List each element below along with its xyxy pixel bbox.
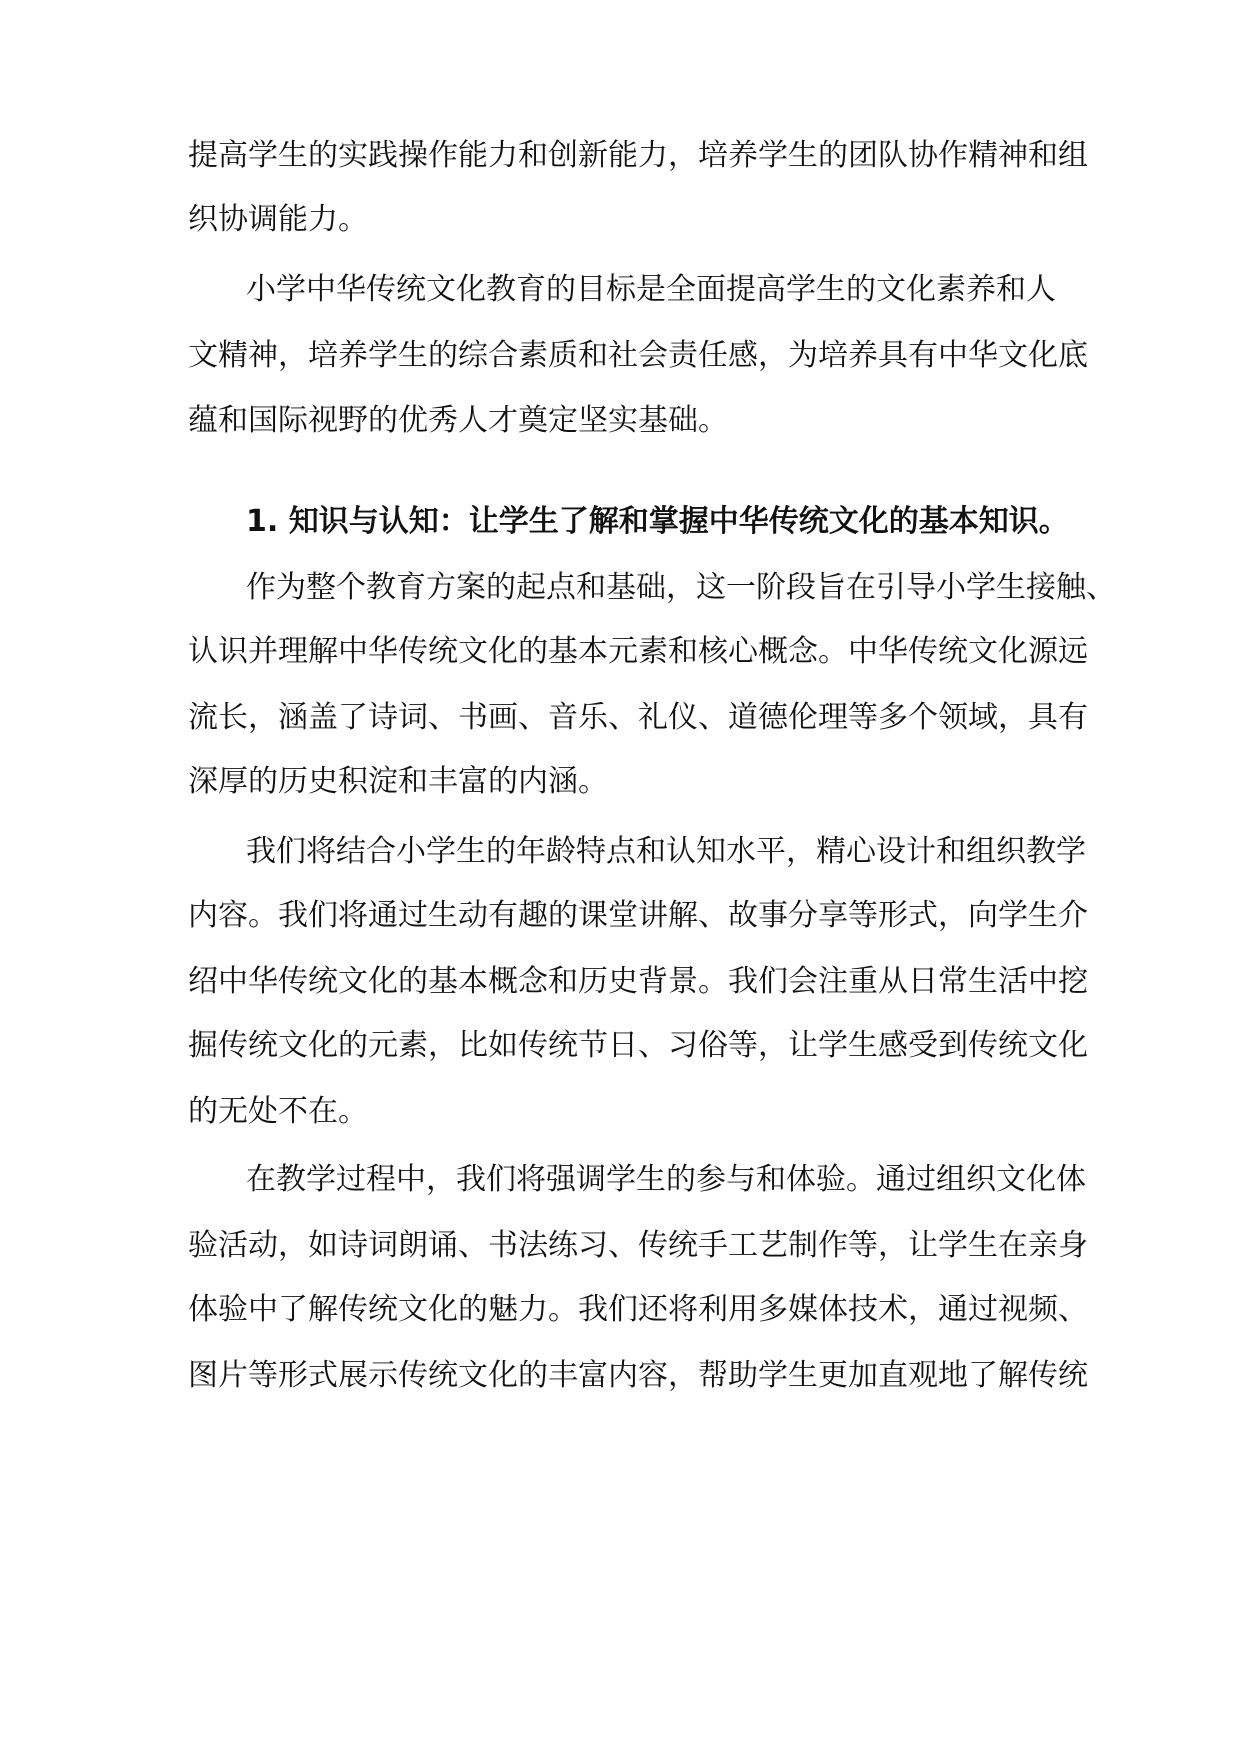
paragraph-3-line-1: 作为整个教育方案的起点和基础，这一阶段旨在引导小学生接触、: [246, 570, 1116, 605]
paragraph-4-line-1: 我们将结合小学生的年龄特点和认知水平，精心设计和组织教学: [246, 834, 1086, 869]
paragraph-3-line-4: 深厚的历史积淀和丰富的内涵。: [188, 764, 608, 799]
paragraph-4-line-2: 内容。我们将通过生动有趣的课堂讲解、故事分享等形式，向学生介: [188, 898, 1088, 933]
paragraph-5-line-2: 验活动，如诗词朗诵、书法练习、传统手工艺制作等，让学生在亲身: [188, 1228, 1088, 1263]
paragraph-2-line-3: 蕴和国际视野的优秀人才奠定坚实基础。: [188, 403, 728, 438]
paragraph-4-line-3: 绍中华传统文化的基本概念和历史背景。我们会注重从日常生活中挖: [188, 964, 1088, 999]
paragraph-2-line-1: 小学中华传统文化教育的目标是全面提高学生的文化素养和人: [246, 272, 1056, 307]
paragraph-1-line-1: 提高学生的实践操作能力和创新能力，培养学生的团队协作精神和组: [188, 138, 1088, 173]
paragraph-3-line-3: 流长，涵盖了诗词、书画、音乐、礼仪、道德伦理等多个领域，具有: [188, 700, 1088, 735]
paragraph-4-line-5: 的无处不在。: [188, 1094, 368, 1129]
paragraph-5-line-1: 在教学过程中，我们将强调学生的参与和体验。通过组织文化体: [246, 1162, 1086, 1197]
section-heading-1: 1. 知识与认知：让学生了解和掌握中华传统文化的基本知识。: [246, 504, 1069, 539]
paragraph-5-line-4: 图片等形式展示传统文化的丰富内容，帮助学生更加直观地了解传统: [188, 1358, 1088, 1393]
paragraph-3-line-2: 认识并理解中华传统文化的基本元素和核心概念。中华传统文化源远: [188, 634, 1088, 669]
paragraph-2-line-2: 文精神，培养学生的综合素质和社会责任感，为培养具有中华文化底: [188, 338, 1088, 373]
paragraph-5-line-3: 体验中了解传统文化的魅力。我们还将利用多媒体技术，通过视频、: [188, 1292, 1088, 1327]
paragraph-1-line-2: 织协调能力。: [188, 202, 368, 237]
paragraph-4-line-4: 掘传统文化的元素，比如传统节日、习俗等，让学生感受到传统文化: [188, 1028, 1088, 1063]
